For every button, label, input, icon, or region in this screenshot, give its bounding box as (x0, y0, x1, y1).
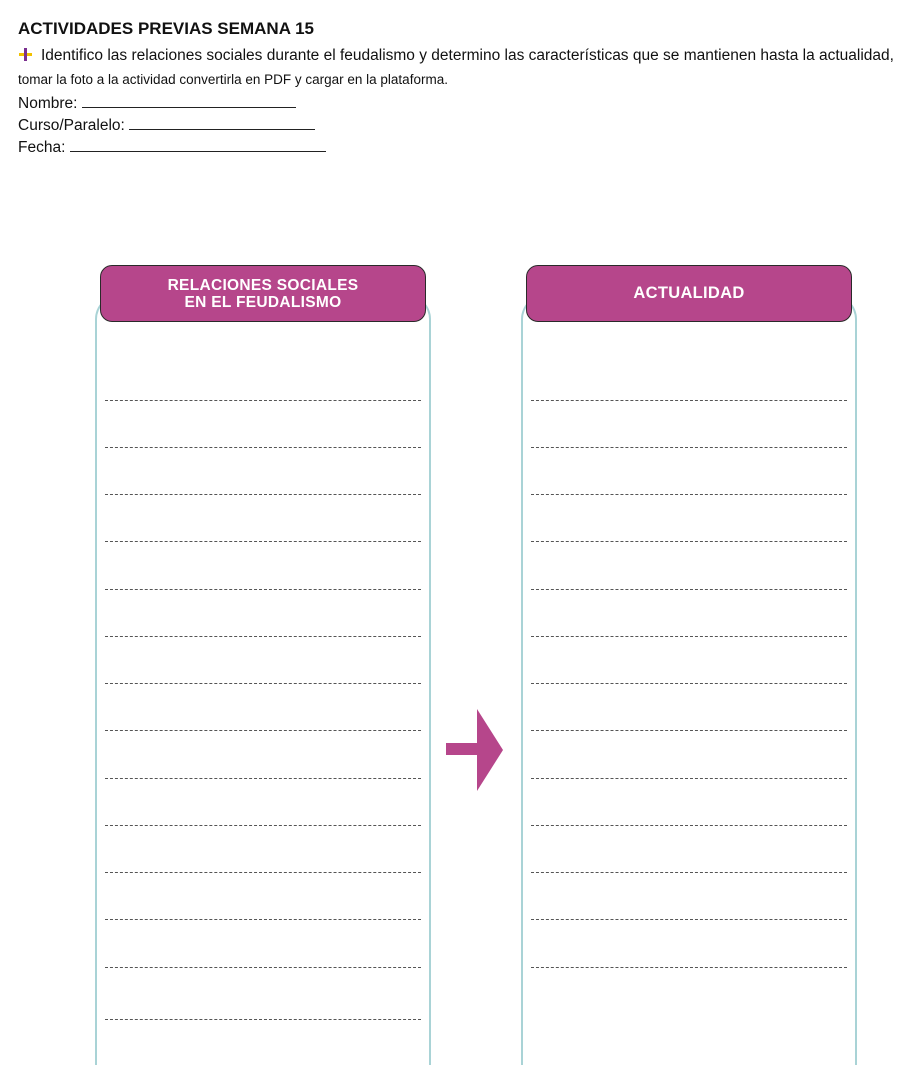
right-arrow-icon (443, 707, 505, 793)
present-column-heading (526, 265, 852, 322)
name-blank[interactable] (82, 92, 296, 108)
feudal-heading-text: RELACIONES SOCIALES EN EL FEUDALISMO (167, 276, 359, 311)
answer-line[interactable] (531, 872, 847, 873)
date-blank[interactable] (70, 136, 326, 152)
present-heading-text: ACTUALIDAD (633, 284, 745, 302)
name-field[interactable] (18, 92, 913, 114)
answer-line[interactable] (105, 589, 421, 590)
answer-line[interactable] (105, 636, 421, 637)
answer-line[interactable] (531, 589, 847, 590)
answer-line[interactable] (105, 730, 421, 731)
feudal-relations-column (95, 265, 431, 1065)
answer-line[interactable] (531, 919, 847, 920)
answer-line[interactable] (531, 778, 847, 779)
bullet-plus-icon (18, 46, 33, 61)
date-label: Fecha: (18, 139, 66, 156)
answer-line[interactable] (531, 494, 847, 495)
answer-line[interactable] (105, 778, 421, 779)
answer-line[interactable] (531, 400, 847, 401)
instruction-main: Identifico las relaciones sociales durante el feudalismo y determino las características que se mantienen hasta la actualidad, (41, 47, 894, 64)
answer-line[interactable] (105, 494, 421, 495)
course-label: Curso/Paralelo: (18, 117, 125, 134)
answer-line[interactable] (105, 541, 421, 542)
answer-line[interactable] (105, 400, 421, 401)
answer-line[interactable] (531, 730, 847, 731)
answer-line[interactable] (105, 919, 421, 920)
answer-line[interactable] (531, 541, 847, 542)
instruction-small: tomar la foto a la actividad convertirla en PDF y cargar en la plataforma. (18, 72, 448, 87)
answer-line[interactable] (531, 967, 847, 968)
answer-line[interactable] (531, 447, 847, 448)
answer-line[interactable] (105, 825, 421, 826)
answer-line[interactable] (531, 825, 847, 826)
present-column (521, 265, 857, 1065)
feudal-answer-frame (95, 295, 431, 1065)
answer-line[interactable] (105, 872, 421, 873)
answer-line[interactable] (531, 636, 847, 637)
answer-line[interactable] (105, 683, 421, 684)
page-title: ACTIVIDADES PREVIAS SEMANA 15 (18, 19, 314, 38)
present-answer-frame (521, 295, 857, 1065)
date-field[interactable] (18, 136, 913, 158)
answer-line[interactable] (105, 967, 421, 968)
name-label: Nombre: (18, 95, 78, 112)
answer-line[interactable] (531, 683, 847, 684)
answer-line[interactable] (105, 447, 421, 448)
worksheet-header (18, 18, 913, 158)
instruction-text (18, 44, 913, 92)
course-blank[interactable] (129, 114, 315, 130)
feudal-column-heading (100, 265, 426, 322)
answer-line[interactable] (105, 1019, 421, 1020)
course-field[interactable] (18, 114, 913, 136)
